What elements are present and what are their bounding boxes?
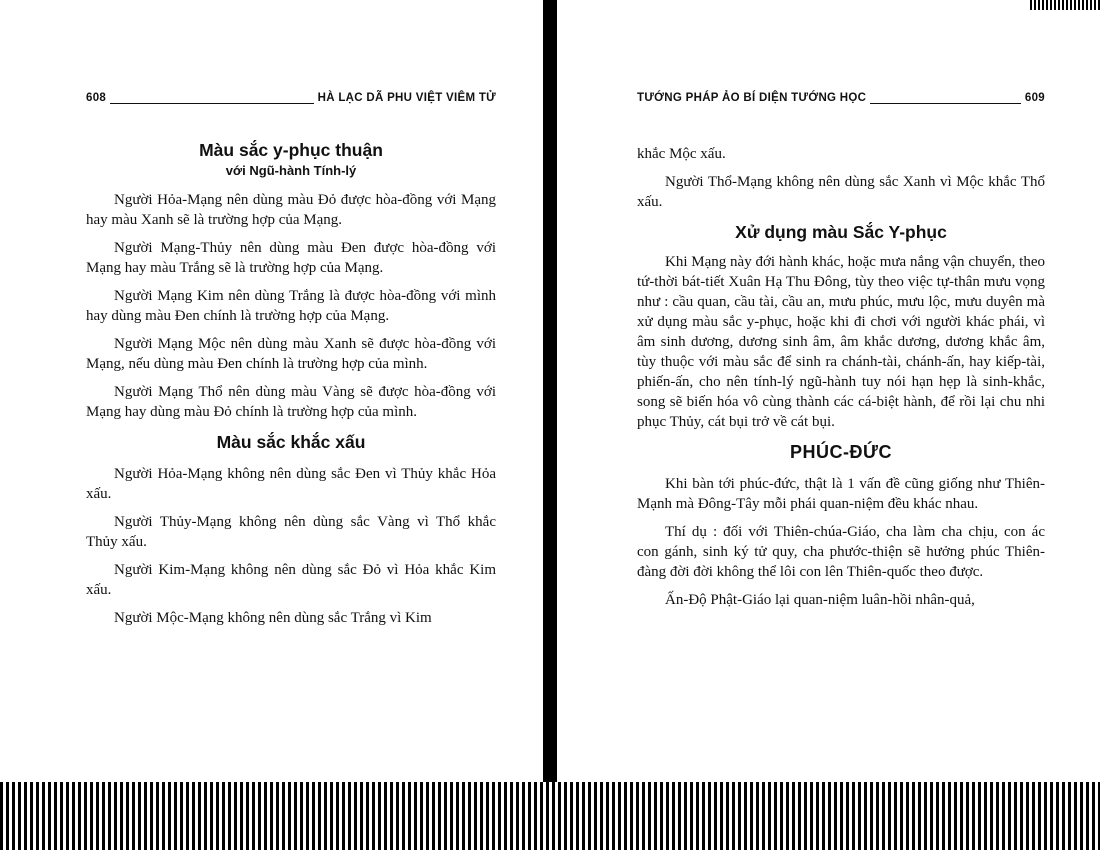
header-rule (870, 93, 1021, 104)
paragraph: Người Mạng Kim nên dùng Trắng là được hòa-đồng với mình hay dùng màu Đen chính là trường hợp của Mạng. (86, 288, 496, 324)
left-running-title: HÀ LẠC DÃ PHU VIỆT VIÊM TỬ (317, 92, 496, 104)
left-text-column (86, 138, 496, 636)
paragraph: Người Kim-Mạng không nên dùng sắc Đỏ vì Hỏa khắc Kim xấu. (86, 562, 496, 598)
paragraph: Khi bàn tới phúc-đức, thật là 1 vấn đề cũng giống như Thiên-Mạnh mà Đông-Tây mỗi phái quan-niệm đều khác nhau. (637, 476, 1045, 512)
paragraph: Thí dụ : đối với Thiên-chúa-Giáo, cha làm cha chịu, con ác con gánh, sinh ký tử quy, cha phước-thiện sẽ hưởng phúc Thiên-đàng đời đời không thể lôi con lên Thiên-quốc theo được. (637, 524, 1045, 580)
paragraph: Người Mạng-Thủy nên dùng màu Đen được hòa-đồng với Mạng hay màu Trắng sẽ là trường hợp của Mạng. (86, 240, 496, 276)
book-gutter (543, 0, 557, 850)
right-running-head (637, 92, 1045, 104)
paragraph: Ấn-Độ Phật-Giáo lại quan-niệm luân-hồi nhân-quả, (665, 592, 975, 608)
paragraph: Người Mạng Mộc nên dùng màu Xanh sẽ được hòa-đồng với Mạng, nếu dùng màu Đen chính là trường hợp của mình. (86, 336, 496, 372)
section-heading-bad-colors: Màu sắc khắc xấu (216, 432, 366, 452)
paragraph: Người Hỏa-Mạng nên dùng màu Đỏ được hòa-đồng với Mạng hay màu Xanh sẽ là trường hợp của Mạng. (86, 192, 496, 228)
continuation-line: khắc Mộc xấu. (637, 146, 726, 162)
left-running-head (86, 92, 496, 104)
right-page (557, 0, 1100, 782)
header-rule (110, 93, 314, 104)
scan-bottom-edge (0, 782, 1100, 850)
paragraph: Người Mạng Thổ nên dùng màu Vàng sẽ được hòa-đồng với Mạng hay dùng màu Đỏ chính là trường hợp của mình. (86, 384, 496, 420)
left-page-number: 608 (86, 92, 107, 104)
paragraph: Khi Mạng này đới hành khác, hoặc mưa nắng vận chuyển, theo tứ-thời bát-tiết Xuân Hạ Thu Đông, tùy theo việc tự-thân mưu vọng như : cầu quan, cầu tài, cầu an, mưu phúc, mưu lộc, mưu duyên mà xử dụng màu sắc y-phục, hoặc khi đi chơi với người khác phái, vì âm sinh dương, dương sinh âm, âm khắc dương, dương khắc âm, tùy thuộc với màu sắc để sinh ra chánh-tài, chánh-ấn, hay kiếp-tài, phiến-ấn, cho nên tính-lý ngũ-hành tuy nói hạn hẹp là sinh-khắc, song sẽ biến hóa vô cùng thành các cá-biệt hành, để rồi lại chu nhi phục Thủy, cát bụi trở về cát bụi. (637, 254, 1045, 430)
left-page (0, 0, 543, 782)
right-text-column (637, 144, 1045, 618)
paragraph: Người Mộc-Mạng không nên dùng sắc Trắng vì Kim (114, 610, 432, 626)
right-running-title: TƯỚNG PHÁP ẢO BÍ DIỆN TƯỚNG HỌC (637, 92, 867, 104)
section-heading-using-colors: Xử dụng màu Sắc Y-phục (735, 222, 947, 242)
paragraph: Người Thổ-Mạng không nên dùng sắc Xanh vì Mộc khắc Thổ xấu. (637, 174, 1045, 210)
paragraph: Người Hỏa-Mạng không nên dùng sắc Đen vì Thủy khắc Hỏa xấu. (86, 466, 496, 502)
paragraph: Người Thủy-Mạng không nên dùng sắc Vàng vì Thổ khắc Thủy xấu. (86, 514, 496, 550)
section-heading-phuc-duc: PHÚC-ĐỨC (790, 442, 892, 462)
section-subheading: với Ngũ-hành Tính-lý (225, 163, 357, 178)
section-heading-colors-harmony: Màu sắc y-phục thuận (199, 140, 383, 160)
right-page-number: 609 (1024, 92, 1045, 104)
